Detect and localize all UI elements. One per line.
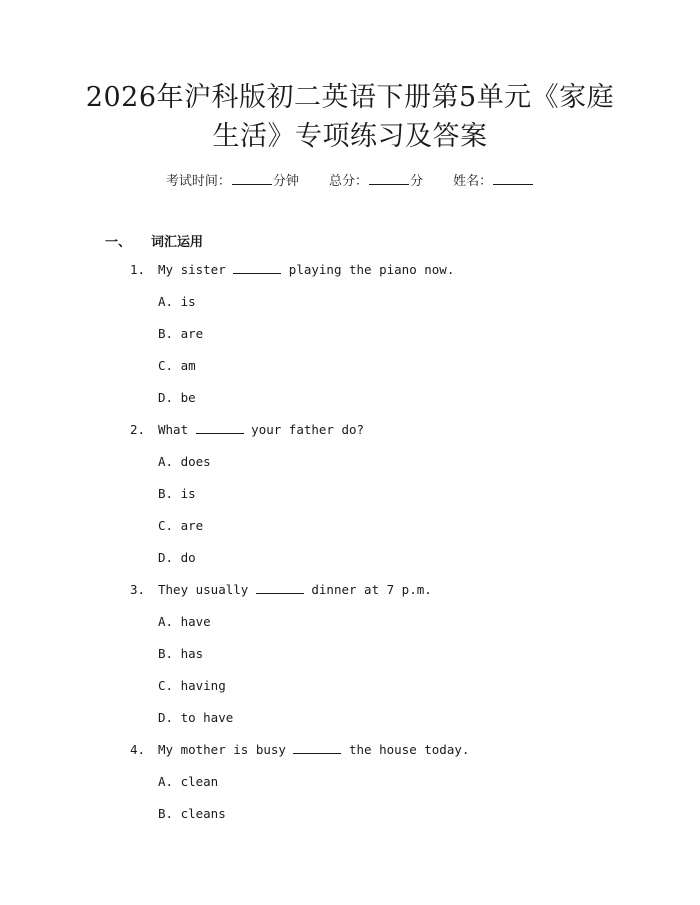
section-heading <box>105 231 203 250</box>
answer-blank[interactable] <box>293 743 341 754</box>
title-line-2: 生活》专项练习及答案 <box>212 121 488 152</box>
question-text <box>158 422 364 437</box>
answer-option[interactable]: B. is <box>158 486 196 501</box>
question-number: 2. <box>130 422 146 437</box>
document-title <box>60 78 640 156</box>
name-label: 姓名： <box>453 174 493 189</box>
answer-option[interactable]: B. are <box>158 326 204 341</box>
question-number: 4. <box>130 742 146 757</box>
name-blank[interactable] <box>493 172 533 185</box>
answer-option[interactable]: D. to have <box>158 710 234 725</box>
question-text-before: They usually <box>158 582 256 597</box>
answer-option[interactable]: C. am <box>158 358 196 373</box>
answer-option[interactable]: A. clean <box>158 774 219 789</box>
question-text-before: My mother is busy <box>158 742 294 757</box>
exam-meta <box>0 170 700 189</box>
score-label: 总分： <box>328 174 368 189</box>
answer-blank[interactable] <box>233 263 281 274</box>
answer-option[interactable]: D. be <box>158 390 196 405</box>
answer-option[interactable]: A. is <box>158 294 196 309</box>
question-text-before: My sister <box>158 262 234 277</box>
question-text <box>158 262 454 277</box>
question-number: 1. <box>130 262 146 277</box>
answer-option[interactable]: B. cleans <box>158 806 226 821</box>
question-text-before: What <box>158 422 196 437</box>
question-text-after: dinner at 7 p.m. <box>303 582 432 597</box>
score-blank[interactable] <box>369 172 409 185</box>
answer-option[interactable]: A. does <box>158 454 211 469</box>
exam-score <box>329 174 423 189</box>
title-line-1: 2026年沪科版初二英语下册第5单元《家庭 <box>85 82 615 113</box>
time-blank[interactable] <box>232 172 272 185</box>
answer-option[interactable]: B. has <box>158 646 204 661</box>
section-number: 一、 <box>105 235 132 250</box>
score-unit: 分 <box>410 174 424 189</box>
time-unit: 分钟 <box>272 174 299 189</box>
question-text <box>158 742 469 757</box>
exam-time <box>166 174 299 189</box>
answer-option[interactable]: D. do <box>158 550 196 565</box>
question-text-after: the house today. <box>341 742 470 757</box>
question-number: 3. <box>130 582 146 597</box>
exam-name <box>453 174 534 189</box>
question-text-after: your father do? <box>243 422 365 437</box>
answer-blank[interactable] <box>256 583 304 594</box>
question-text-after: playing the piano now. <box>281 262 455 277</box>
time-label: 考试时间： <box>165 174 231 189</box>
answer-blank[interactable] <box>196 423 244 434</box>
answer-option[interactable]: A. have <box>158 614 211 629</box>
answer-option[interactable]: C. having <box>158 678 226 693</box>
section-title: 词汇运用 <box>151 235 204 250</box>
question-text <box>158 582 432 597</box>
answer-option[interactable]: C. are <box>158 518 204 533</box>
